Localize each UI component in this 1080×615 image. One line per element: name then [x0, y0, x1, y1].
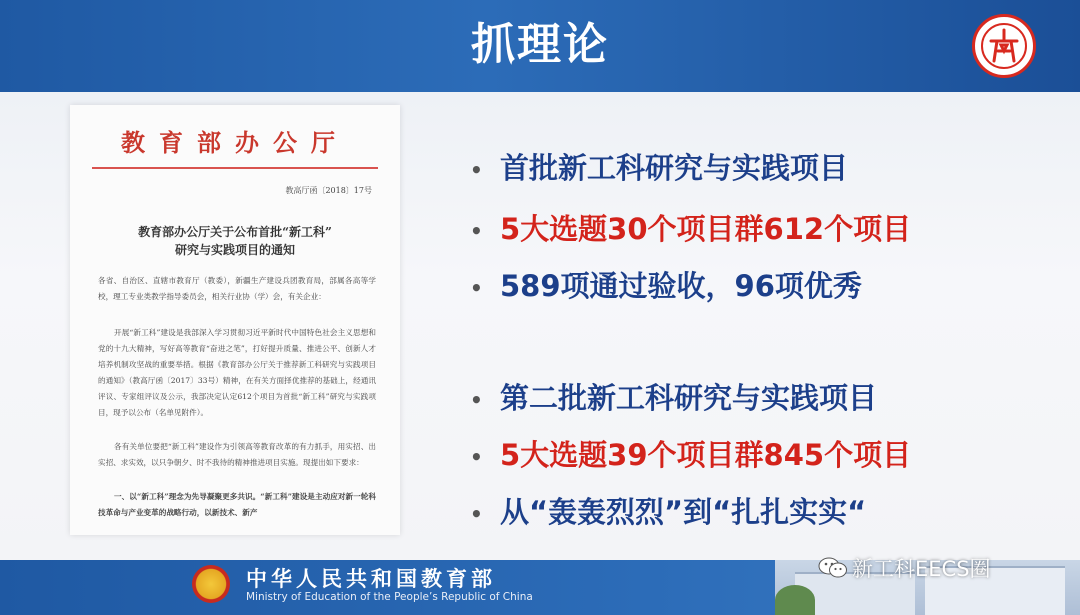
- bullet-item: [470, 380, 877, 418]
- wechat-icon: [818, 557, 848, 579]
- slide-title: 抓理论: [471, 19, 609, 70]
- ministry-name-chinese: 中华人民共和国教育部: [246, 567, 496, 591]
- bullet-dot-icon: •: [470, 219, 483, 243]
- watermark: [818, 555, 991, 581]
- tree-shape: [775, 585, 815, 615]
- title-banner: [0, 0, 1080, 92]
- document-paragraph: 一、以“新工科”理念为先导凝聚更多共识。“新工科”建设是主动应对新一轮科技革命与产业变革的战略行动，以新技术、新产: [98, 492, 376, 517]
- watermark-text: 新工科EECS圈: [852, 557, 991, 581]
- university-logo-icon: [972, 14, 1036, 78]
- bullet-dot-icon: •: [470, 158, 483, 182]
- document-image: [70, 105, 400, 535]
- bullet-text: 5大选题30个项目群612个项目: [500, 212, 912, 246]
- bullet-item: [470, 268, 862, 306]
- bullet-item: [470, 494, 866, 532]
- bullet-dot-icon: •: [470, 445, 483, 469]
- document-paragraph: 各省、自治区、直辖市教育厅（教委），新疆生产建设兵团教育局，部属各高等学校，理工专业类教学指导委员会，相关行业协（学）会，有关企业：: [98, 276, 376, 301]
- bullet-item: [470, 150, 848, 188]
- national-emblem-icon: [192, 565, 230, 603]
- bullet-text: 5大选题39个项目群845个项目: [500, 438, 912, 472]
- document-red-rule: [92, 167, 378, 169]
- bullet-text: 从“轰轰烈烈”到“扎扎实实“: [500, 495, 867, 529]
- document-paragraph: 开展“新工科”建设是我部深入学习贯彻习近平新时代中国特色社会主义思想和党的十九大精神，写好高等教育“奋进之笔”，打好提升质量、推进公平、创新人才培养机制攻坚战的重要举措。根据《教育部办公厅关于推荐新工科研究与实践项目的通知》（教高厅函〔2017〕33号）精神，在有关方面择优推荐的基础上，经通讯评议、专家组评议及公示，我部决定认定612个项目为首批“新工科”研究与实践项目，现予以公布（名单见附件）。: [98, 328, 376, 417]
- document-paragraph: 各有关单位要把“新工科”建设作为引领高等教育改革的有力抓手，用实招、出实招、求实效，以只争朝夕、时不我待的精神推进项目实施。现提出如下要求：: [98, 442, 376, 467]
- bullet-item: [470, 437, 911, 475]
- ministry-name-english: Ministry of Education of the People’s Republic of China: [246, 591, 533, 603]
- bullet-dot-icon: •: [470, 502, 483, 526]
- document-letterhead: 教育部办公厅: [121, 128, 349, 157]
- document-title: [100, 223, 370, 259]
- document-title-line-2: 研究与实践项目的通知: [174, 243, 295, 257]
- bullet-text: 第二批新工科研究与实践项目: [500, 381, 878, 415]
- bullet-text: 首批新工科研究与实践项目: [500, 151, 849, 185]
- bullet-text: 589项通过验收，96项优秀: [500, 269, 862, 303]
- bullet-item: [470, 211, 911, 249]
- document-title-line-1: 教育部办公厅关于公布首批“新工科”: [138, 225, 332, 239]
- document-number: 教高厅函〔2018〕17号: [285, 186, 372, 195]
- bullet-dot-icon: •: [470, 388, 483, 412]
- bullet-dot-icon: •: [470, 276, 483, 300]
